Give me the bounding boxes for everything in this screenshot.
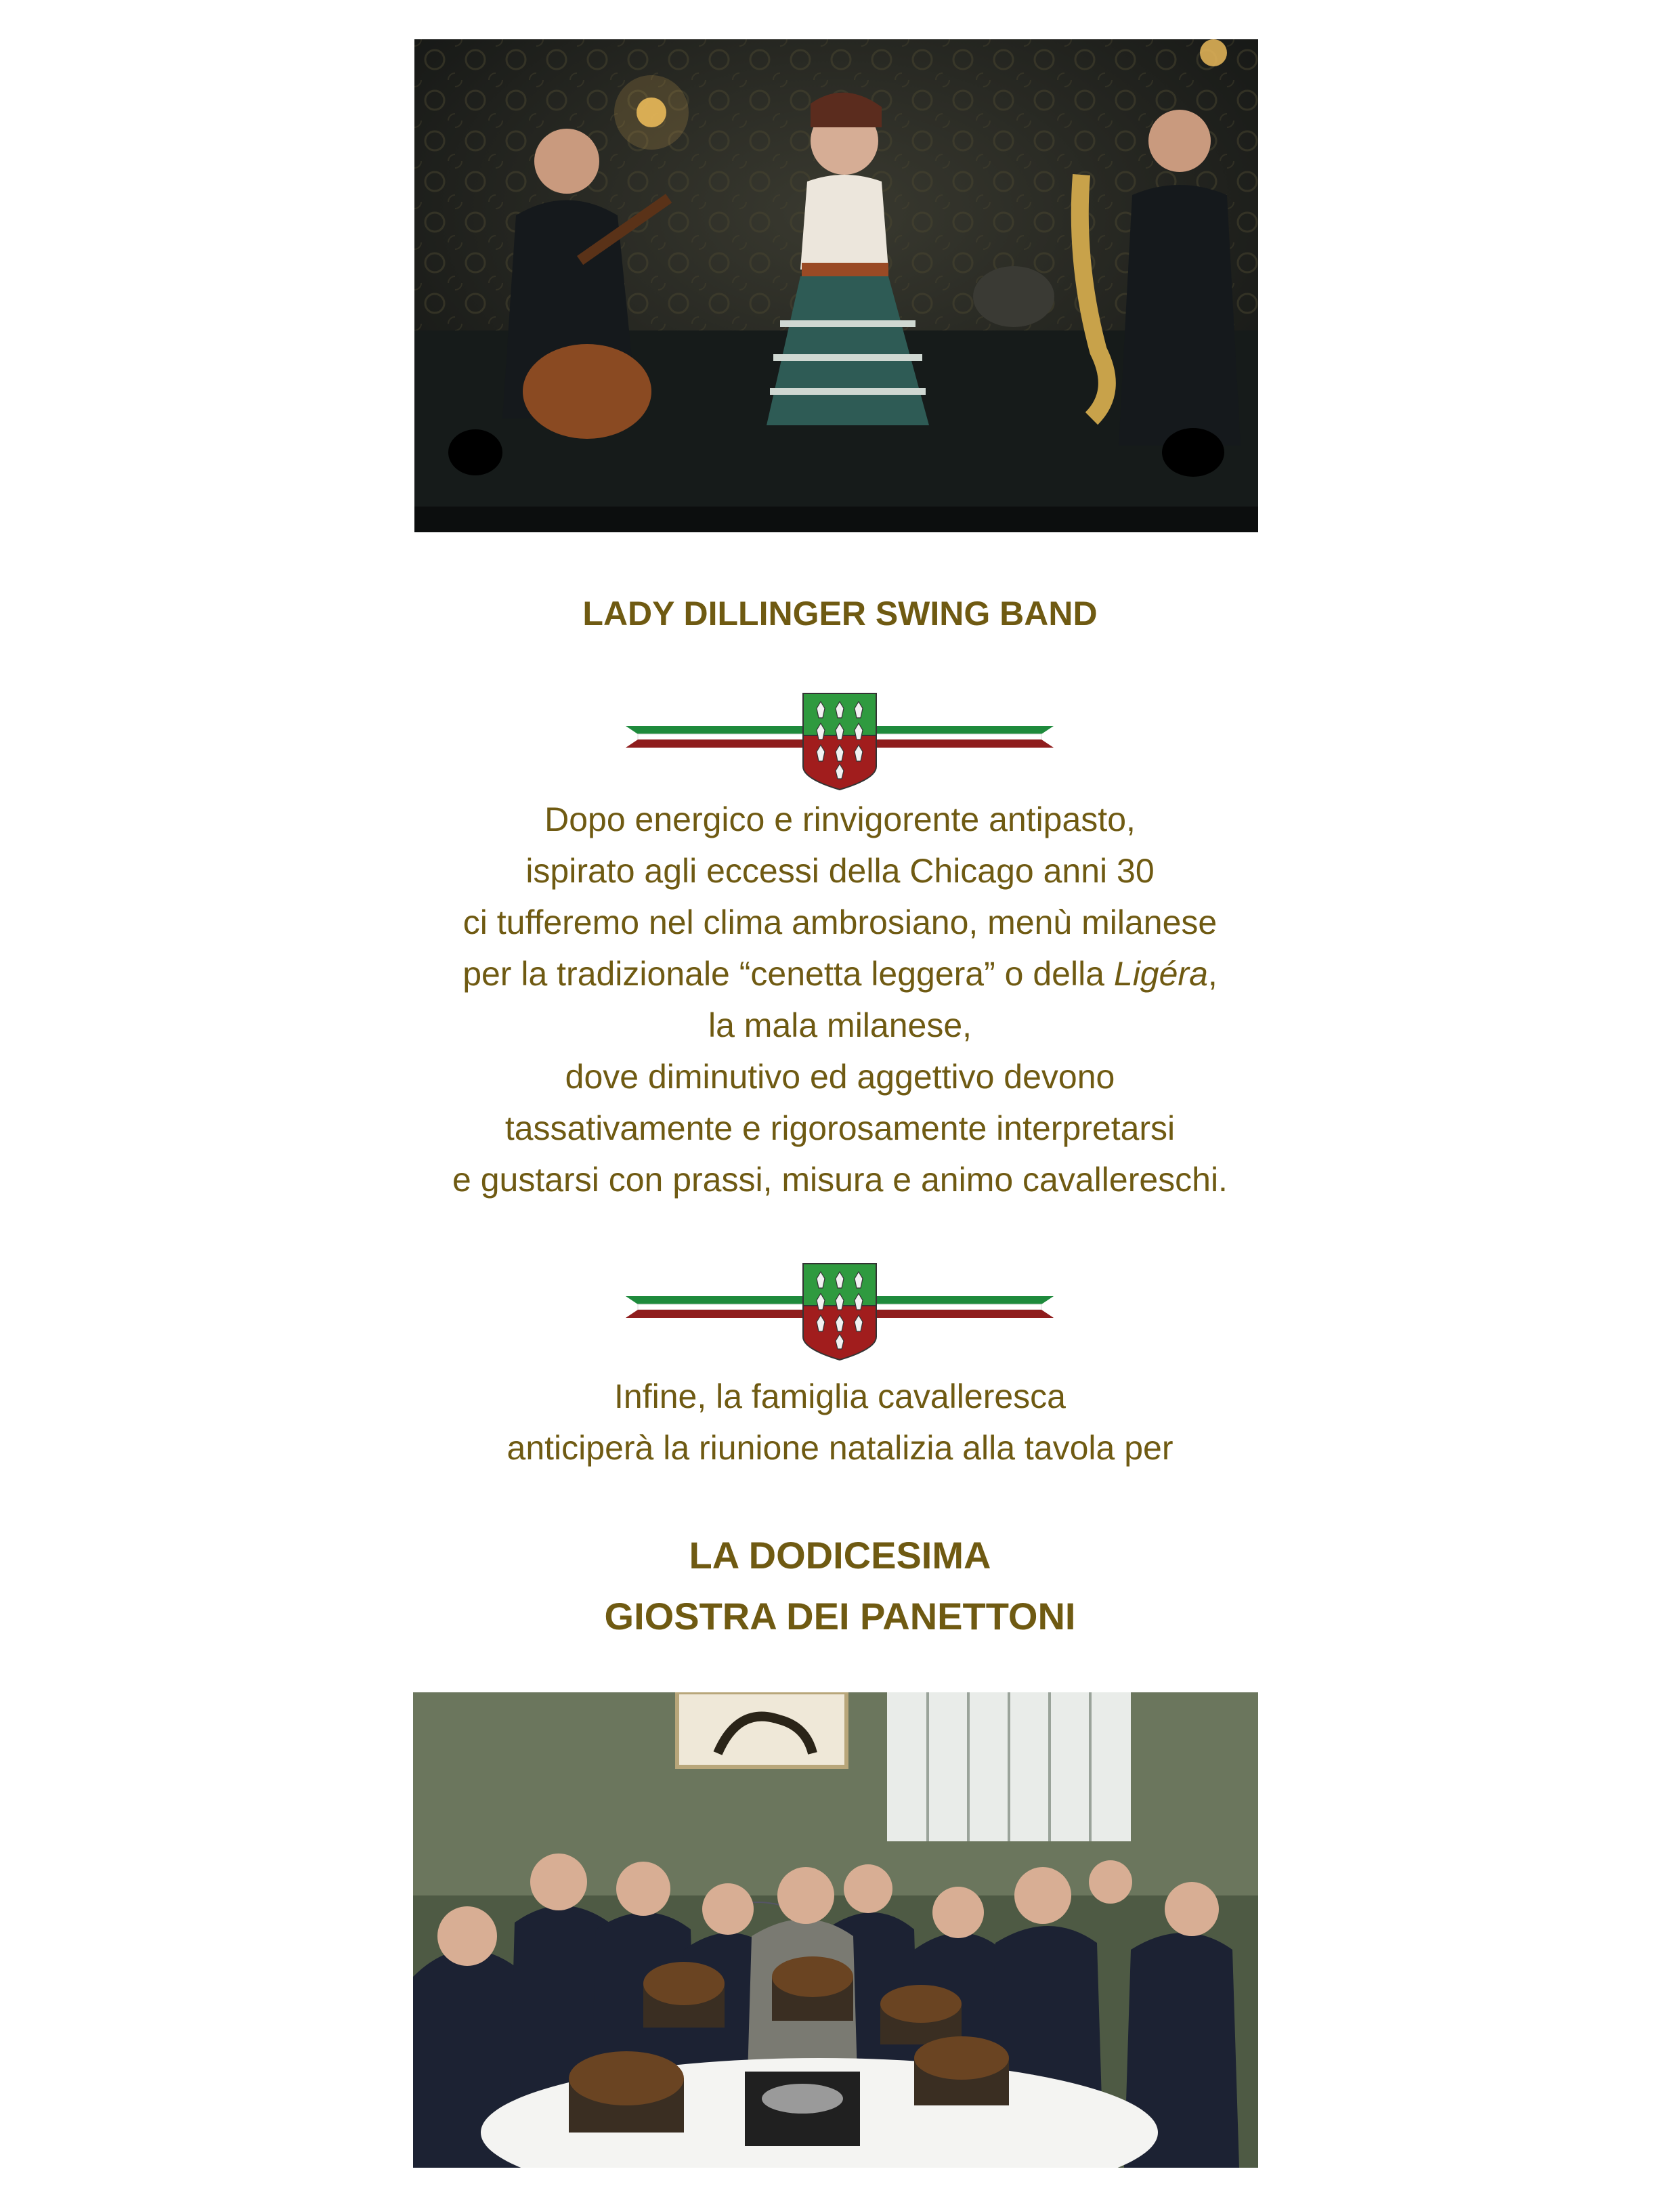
band-photo: [414, 39, 1258, 532]
paragraph-line: e gustarsi con prassi, misura e animo cavallereschi.: [452, 1161, 1228, 1199]
tricolor-ribbon-with-coat-of-arms-icon: [623, 1261, 1056, 1363]
paragraph-line-text: per la tradizionale “cenetta leggera” o della: [462, 955, 1114, 993]
paragraph-line: dove diminutivo ed aggettivo devono: [565, 1058, 1115, 1096]
paragraph-line: ispirato agli eccessi della Chicago anni 30: [525, 852, 1155, 890]
intro-paragraph: [0, 794, 1680, 1205]
paragraph-line: anticiperà la riunione natalizia alla tavola per: [507, 1429, 1173, 1467]
paragraph-line-with-emphasis: [0, 948, 1680, 1000]
emphasis-suffix: ,: [1207, 955, 1218, 993]
closing-paragraph: [0, 1371, 1680, 1474]
tricolor-ribbon-with-coat-of-arms-icon: [623, 691, 1056, 792]
paragraph-line: Infine, la famiglia cavalleresca: [614, 1377, 1066, 1415]
group-photo: [413, 1692, 1258, 2168]
event-title: [0, 1525, 1680, 1647]
paragraph-line: ci tufferemo nel clima ambrosiano, menù milanese: [462, 903, 1218, 941]
paragraph-line: tassativamente e rigorosamente interpretarsi: [504, 1109, 1176, 1147]
paragraph-line: la mala milanese,: [708, 1006, 972, 1044]
band-title: LADY DILLINGER SWING BAND: [582, 595, 1098, 633]
event-title-line-1: LA DODICESIMA: [689, 1534, 991, 1577]
event-title-line-2: GIOSTRA DEI PANETTONI: [604, 1595, 1076, 1637]
emphasis-ligera: Ligéra: [1113, 955, 1208, 993]
paragraph-line: Dopo energico e rinvigorente antipasto,: [544, 800, 1136, 838]
